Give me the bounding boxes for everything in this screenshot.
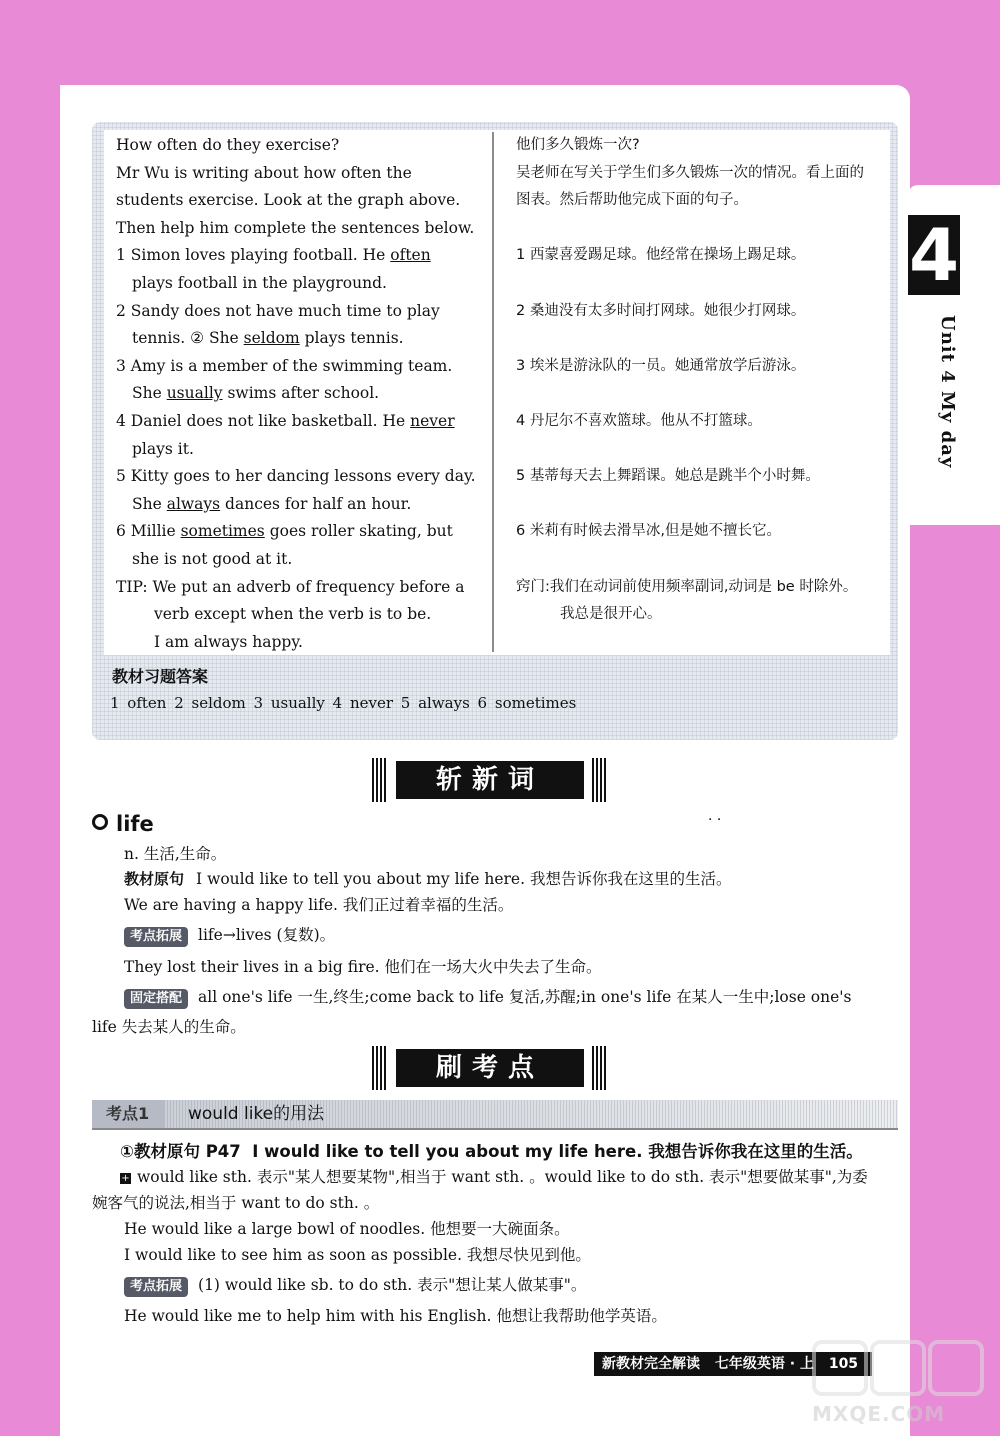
chinese-item-5: 5 基蒂每天去上舞蹈课。她总是跳半个小时舞。 (516, 468, 820, 485)
chinese-instruction: 吴老师在写关于学生们多久锻炼一次的情况。看上面的图表。然后帮助他完成下面的句子。 (516, 164, 864, 209)
unit-number: 4 (908, 213, 960, 297)
key-point-title: would like的用法 (188, 1104, 325, 1124)
chinese-item-3: 3 埃米是游泳队的一员。她通常放学后游泳。 (516, 357, 806, 374)
divider (92, 1128, 898, 1130)
answer-blank: seldom (243, 329, 300, 348)
example-sentence: He would like me to help him with his English. 他想让我帮助他学英语。 (124, 1307, 667, 1325)
extension-note: 考点拓展 (1) would like sb. to do sth. 表示"想让某人做某事"。 (124, 1274, 586, 1297)
section-banner-new-words (372, 758, 608, 802)
answers-line: 1 often 2 seldom 3 usually 4 never 5 always 6 sometimes (110, 694, 577, 712)
plus-square-icon: + (121, 1173, 130, 1184)
chinese-column (516, 132, 872, 629)
answer-blank: sometimes (180, 522, 265, 541)
page-number: 105 (828, 1356, 859, 1372)
tag-badge: 固定搭配 (124, 989, 188, 1009)
collocation-note: 固定搭配 all one's life 一生,终生;come back to life 复活,苏醒;in one's life 在某人一生中;lose one's (124, 986, 852, 1009)
column-divider (492, 132, 494, 652)
key-point-header (92, 1100, 898, 1128)
example-sentence: He would like a large bowl of noodles. 他想要一大碗面条。 (124, 1220, 570, 1238)
watermark-text: MXQE.COM (812, 1402, 946, 1426)
chinese-item-1: 1 西蒙喜爱踢足球。他经常在操场上踢足球。 (516, 247, 806, 264)
answer-blank: often (390, 246, 431, 265)
chinese-tip: 窍门:我们在动词前使用频率副词,动词是 be 时除外。 (516, 578, 858, 595)
unit-title: Unit 4 My day (937, 315, 958, 469)
book-title: 新教材完全解读 (602, 1356, 700, 1372)
key-point-number: 考点1 (92, 1100, 165, 1128)
english-heading: How often do they exercise? (116, 136, 340, 154)
english-item-3: 3 Amy is a member of the swimming team. She usually swims after school. (116, 356, 453, 403)
collocation-note-cont: life 失去某人的生命。 (92, 1018, 246, 1036)
english-item-4: 4 Daniel does not like basketball. He never plays it. (116, 411, 455, 458)
english-item-5: 5 Kitty goes to her dancing lessons every day. She always dances for half an hour. (116, 467, 476, 513)
answer-blank: never (410, 411, 455, 430)
english-instruction: Mr Wu is writing about how often the students exercise. Look at the graph above. Then help him complete the sentences below. (116, 163, 475, 237)
example-sentence: We are having a happy life. 我们正过着幸福的生活。 (124, 896, 514, 914)
tag-badge: 考点拓展 (124, 1277, 188, 1297)
answer-blank: always (166, 494, 221, 513)
part-of-speech-definition: n. 生活,生命。 (124, 845, 227, 863)
english-tip-example: I am always happy. (154, 632, 303, 651)
section-banner-key-points (372, 1046, 608, 1090)
answer-blank: usually (166, 384, 223, 403)
english-item-1: 1 Simon loves playing football. He often plays football in the playground. (116, 246, 431, 292)
chinese-item-4: 4 丹尼尔不喜欢篮球。他从不打篮球。 (516, 412, 762, 429)
section-title: 刷考点 (396, 1049, 584, 1087)
english-item-6: 6 Millie sometimes goes roller skating, but she is not good at it. (116, 522, 453, 568)
source-sentence: 教材原句 I would like to tell you about my life here. 我想告诉你我在这里的生活。 (124, 870, 732, 888)
circle-bullet-icon (92, 814, 108, 830)
english-item-2: 2 Sandy does not have much time to play tennis. ② She seldom plays tennis. (116, 301, 440, 348)
english-column (116, 132, 476, 656)
example-sentence: I would like to see him as soon as possible. 我想尽快见到他。 (124, 1246, 591, 1264)
chinese-item-6: 6 米莉有时候去滑旱冰,但是她不擅长它。 (516, 523, 781, 540)
section-title: 斩新词 (396, 761, 584, 799)
extension-note: 考点拓展 life→lives (复数)。 (124, 924, 335, 947)
chinese-item-2: 2 桑迪没有太多时间打网球。她很少打网球。 (516, 302, 806, 319)
pronunciation-dots: · · (708, 812, 722, 828)
watermark (812, 1340, 982, 1432)
chinese-tip-example: 我总是很开心。 (560, 606, 662, 623)
key-point-source: ①教材原句 P47 I would like to tell you about my life here. 我想告诉你我在这里的生活。 (120, 1142, 863, 1161)
key-point-explanation: + would like sth. 表示"某人想要某物",相当于 want sth. 。would like to do sth. 表示"想要做某事",为委 (121, 1168, 868, 1186)
example-sentence: They lost their lives in a big fire. 他们在一场大火中失去了生命。 (124, 958, 602, 976)
chinese-heading: 他们多久锻炼一次? (516, 137, 640, 153)
vocab-headword: life (92, 812, 154, 836)
key-point-explanation-cont: 婉客气的说法,相当于 want to do sth. 。 (92, 1194, 380, 1212)
answers-title: 教材习题答案 (112, 667, 209, 686)
tag-badge: 考点拓展 (124, 927, 188, 947)
english-tip: TIP: We put an adverb of frequency before a verb except when the verb is to be. (116, 577, 465, 624)
grade-subject: 七年级英语 · 上 (714, 1356, 814, 1372)
